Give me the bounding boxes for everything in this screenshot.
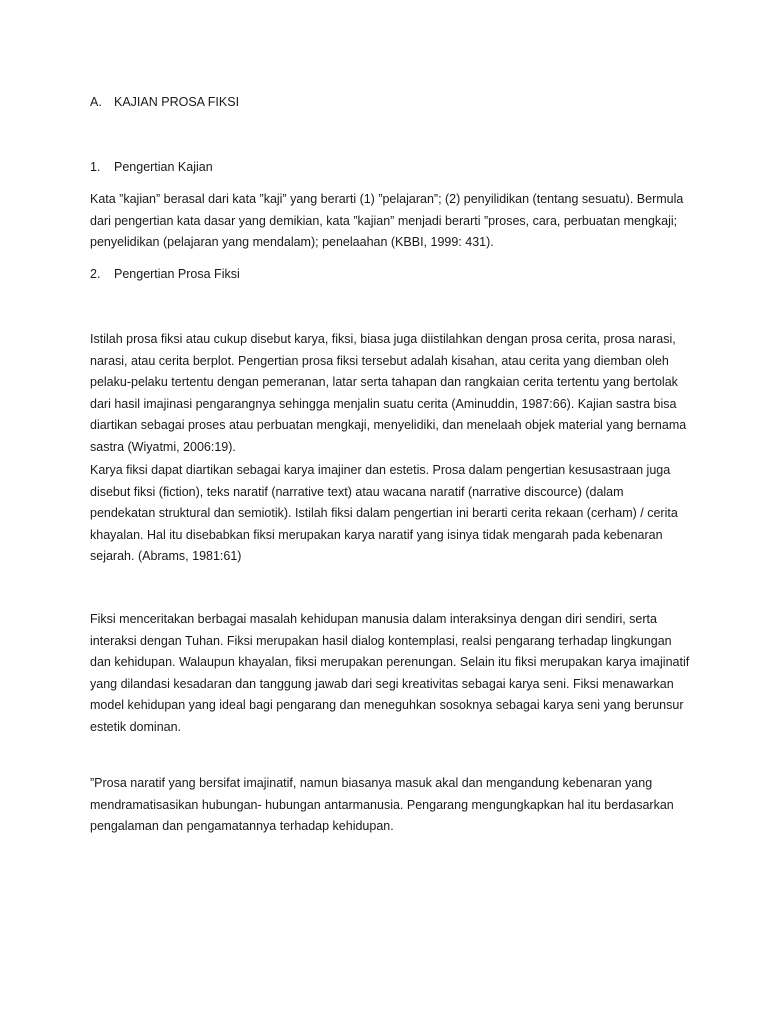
section-marker: A. [90, 95, 102, 109]
section-heading [90, 92, 690, 114]
paragraph: Fiksi menceritakan berbagai masalah kehidupan manusia dalam interaksinya dengan diri sendiri, serta interaksi dengan Tuhan. Fiksi merupakan hasil dialog kontemplasi, realsi pengarang terhadap lingkungan dan kehidupan. Walaupun khayalan, fiksi merupakan perenungan. Selain itu fiksi merupakan karya imajinatif yang dilandasi kesadaran dan tanggung jawab dari segi kreativitas sebagai karya seni. Fiksi menawarkan model kehidupan yang ideal bagi pengarang dan meneguhkan sosoknya sebagai karya seni yang berunsur estetik dominan. [90, 612, 690, 734]
paragraph: Istilah prosa fiksi atau cukup disebut karya, fiksi, biasa juga diistilahkan dengan prosa cerita, prosa narasi, narasi, atau cerita berplot. Pengertian prosa fiksi tersebut adalah kisahan, atau cerita yang diemban oleh pelaku-pelaku tertentu dengan pemeranan, latar serta tahapan dan rangkaian cerita tertentu yang bertolak dari hasil imajinasi pengarangnya sehingga menjalin suatu cerita (Aminuddin, 1987:66). Kajian sastra bisa diartikan sebagai proses atau perbuatan mengkaji, menyelidiki, dan menelaah objek material yang bernama sastra (Wiyatmi, 2006:19). [90, 332, 687, 454]
paragraph: Kata ”kajian” berasal dari kata ”kaji” yang berarti (1) ”pelajaran”; (2) penyilidikan (tentang sesuatu). Bermula dari pengertian kata dasar yang demikian, kata ”kajian” menjadi berarti ”proses, cara, perbuatan mengkaji; penyelidikan (pelajaran yang mendalam); penelaahan (KBBI, 1999: 431). [90, 192, 684, 249]
paragraph: Karya fiksi dapat diartikan sebagai karya imajiner dan estetis. Prosa dalam pengertian kesusastraan juga disebut fiksi (fiction), teks naratif (narrative text) atau wacana naratif (narrative discource) (dalam pendekatan struktural dan semiotik). Istilah fiksi dalam pengertian ini berarti cerita rekaan (cerham) / cerita khayalan. Hal itu disebabkan fiksi merupakan karya naratif yang isinya tidak mengarah pada kebenaran sejarah. (Abrams, 1981:61) [90, 463, 678, 563]
subsection-title: Pengertian Kajian [114, 160, 213, 174]
subsection-heading [90, 157, 690, 179]
paragraph: ”Prosa naratif yang bersifat imajinatif, namun biasanya masuk akal dan mengandung kebenaran yang mendramatisasikan hubungan- hubungan antarmanusia. Pengarang mengungkapkan hal itu berdasarkan pengalaman dan pengamatannya terhadap kehidupan. [90, 776, 674, 833]
subsection-number: 1. [90, 160, 101, 174]
subsection-heading [90, 264, 690, 286]
subsection-number: 2. [90, 267, 101, 281]
section-title: KAJIAN PROSA FIKSI [114, 95, 240, 109]
subsection-title: Pengertian Prosa Fiksi [114, 267, 240, 281]
